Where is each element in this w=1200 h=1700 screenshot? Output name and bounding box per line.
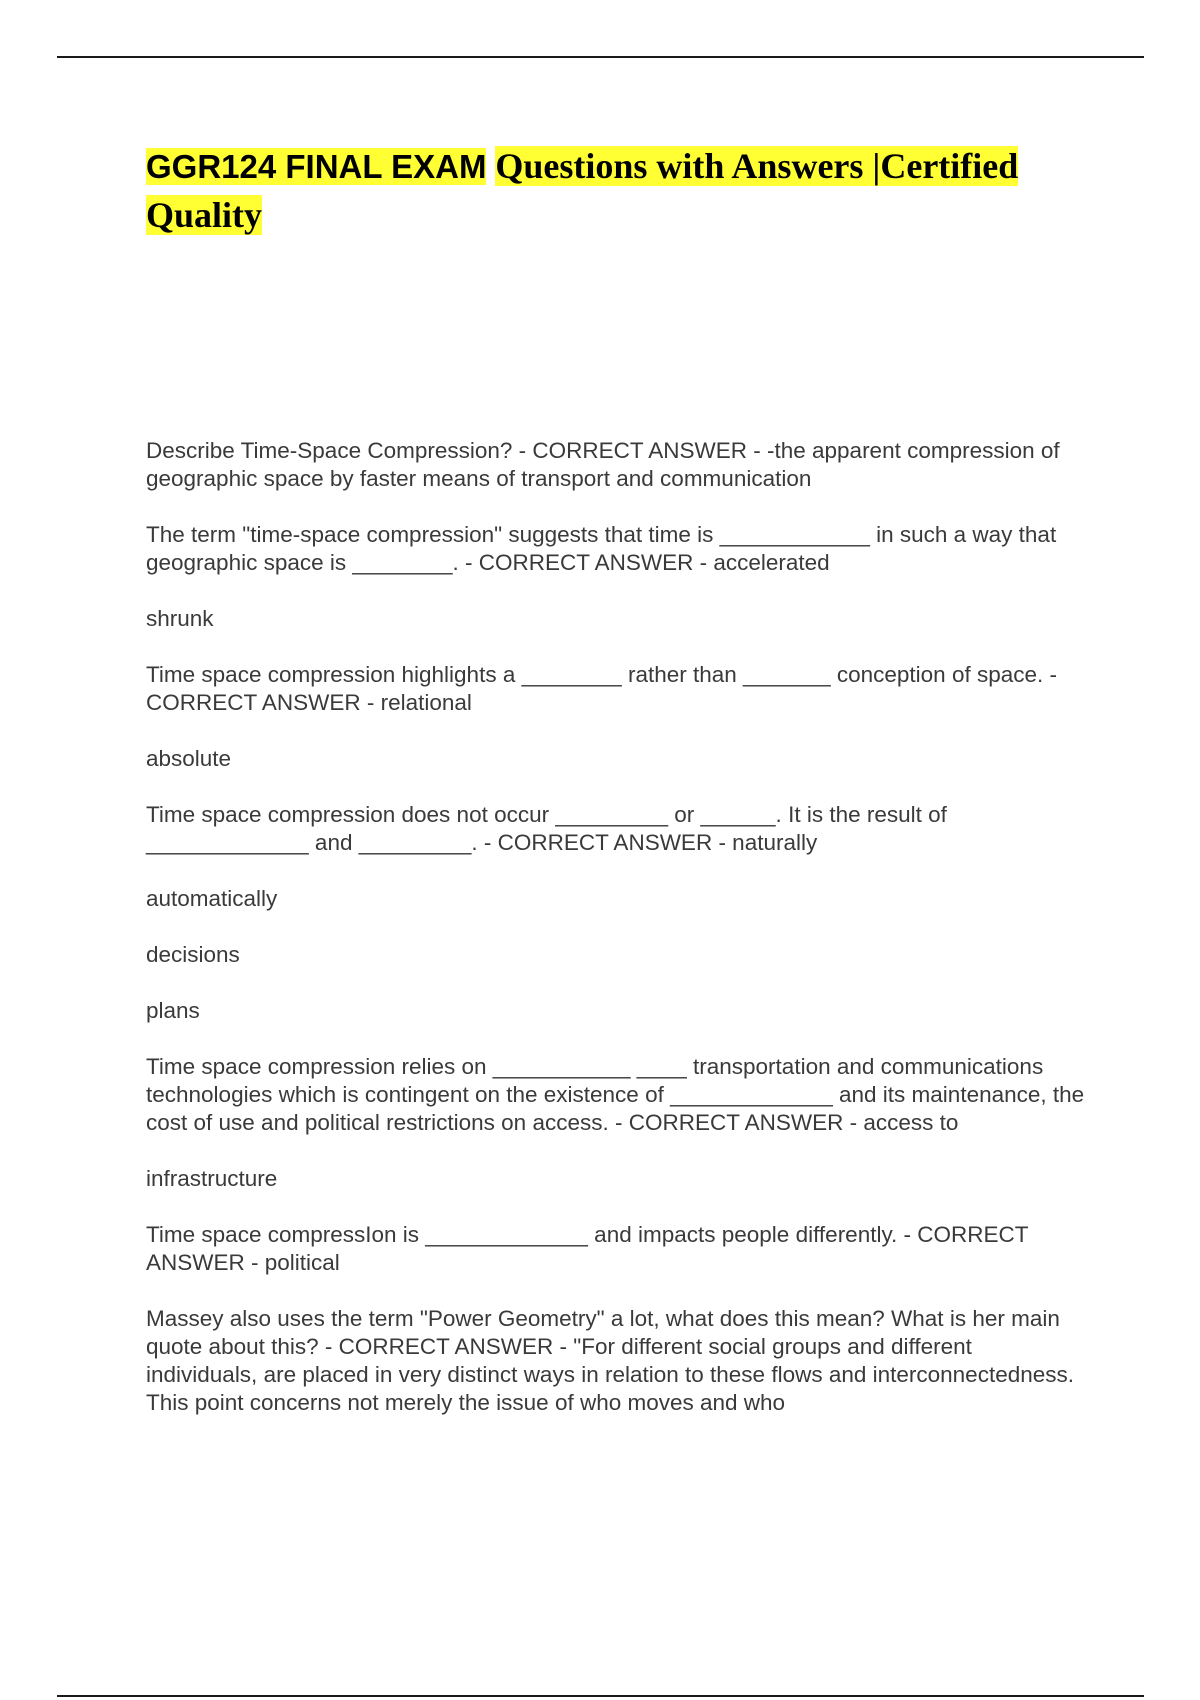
title-subtitle: Questions with Answers |Certified Quality xyxy=(146,146,1019,235)
qa-answer-line: plans xyxy=(146,998,200,1023)
qa-paragraph: Time space compressIon is _____________ and impacts people differently. - CORRECT ANSWER - political xyxy=(146,1222,1029,1275)
qa-paragraph: Describe Time-Space Compression? - CORRECT ANSWER - -the apparent compression of geographic space by faster means of transport and communication xyxy=(146,438,1060,491)
qa-content xyxy=(146,437,1086,1445)
title-course-code: GGR124 FINAL EXAM xyxy=(146,148,487,185)
qa-paragraph: The term "time-space compression" suggests that time is ____________ in such a way that geographic space is ________. - CORRECT ANSWER - accelerated xyxy=(146,522,1057,575)
qa-paragraph: Time space compression relies on ___________ ____ transportation and communications technologies which is contingent on the existence of _____________ and its maintenance, the cost of use and political restrictions on access. - CORRECT ANSWER - access to xyxy=(146,1054,1085,1135)
qa-answer-line: decisions xyxy=(146,942,240,967)
qa-paragraph: Massey also uses the term "Power Geometry" a lot, what does this mean? What is her main quote about this? - CORRECT ANSWER - "For different social groups and different individuals, are placed in very distinct ways in relation to these flows and interconnectedness. This point concerns not merely the issue of who moves and who xyxy=(146,1306,1075,1415)
qa-answer-line: infrastructure xyxy=(146,1166,278,1191)
qa-answer-line: automatically xyxy=(146,886,278,911)
document-title xyxy=(146,142,1086,240)
qa-paragraph: Time space compression does not occur _________ or ______. It is the result of _____________ and _________. - CORRECT ANSWER - naturally xyxy=(146,802,947,855)
bottom-rule xyxy=(57,1695,1144,1697)
qa-paragraph: Time space compression highlights a ________ rather than _______ conception of space. - CORRECT ANSWER - relational xyxy=(146,662,1057,715)
qa-answer-line: shrunk xyxy=(146,606,214,631)
qa-answer-line: absolute xyxy=(146,746,232,771)
top-rule xyxy=(57,56,1144,58)
